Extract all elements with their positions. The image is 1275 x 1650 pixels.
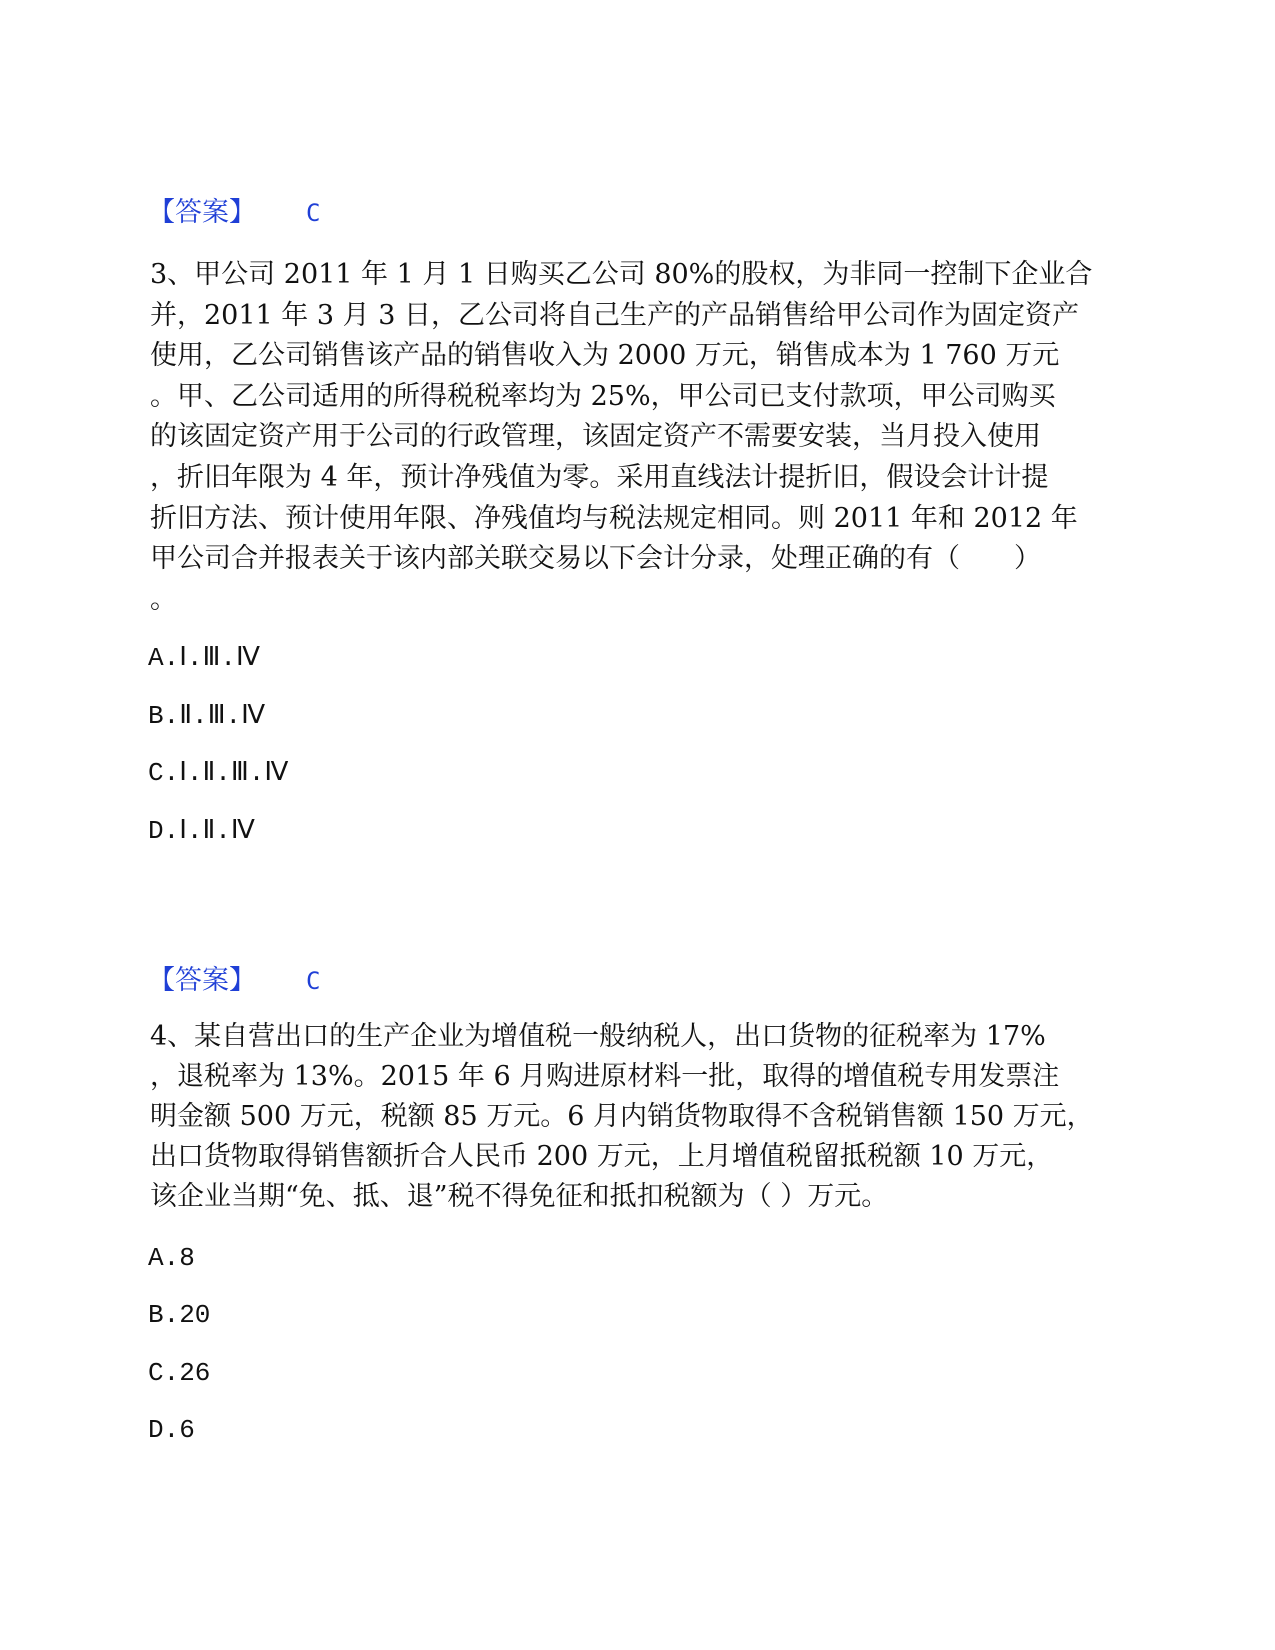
question-3-line: 折旧方法、预计使用年限、净残值均与税法规定相同。则 2011 年和 2012 年 (150, 502, 1078, 534)
answer-line-1 (148, 196, 320, 230)
question-3-line: ，折旧年限为 4 年，预计净残值为零。采用直线法计提折旧，假设会计计提 (150, 461, 1049, 493)
question-3-line: 使用，乙公司销售该产品的销售收入为 2000 万元，销售成本为 1 760 万元 (150, 340, 1060, 372)
question-4-line: 明金额 500 万元，税额 85 万元。6 月内销货物取得不含税销售额 150 万元， (150, 1101, 1094, 1132)
answer-line-2 (148, 964, 320, 998)
question-3-option-b: B.Ⅱ.Ⅲ.Ⅳ (148, 701, 266, 731)
question-4-line: ，退税率为 13%。2015 年 6 月购进原材料一批，取得的增值税专用发票注 (150, 1061, 1060, 1092)
answer-value: C (306, 967, 321, 995)
question-3-line: 。甲、乙公司适用的所得税税率均为 25%，甲公司已支付款项，甲公司购买 (150, 380, 1056, 412)
question-4-line: 该企业当期“免、抵、退”税不得免征和抵扣税额为（ ）万元。 (150, 1181, 889, 1212)
question-4-stem (150, 1017, 1125, 1217)
question-3-line: 3、甲公司 2011 年 1 月 1 日购买乙公司 80%的股权，为非同一控制下企业合 (150, 259, 1093, 290)
answer-label: 【答案】 (148, 965, 256, 996)
question-3-option-a: A.Ⅰ.Ⅲ.Ⅳ (148, 643, 260, 673)
question-3-stem (150, 255, 1125, 620)
question-4-line: 4、某自营出口的生产企业为增值税一般纳税人，出口货物的征税率为 17% (150, 1021, 1046, 1052)
question-4-option-b: B.20 (148, 1300, 211, 1330)
question-4-option-c: C.26 (148, 1358, 211, 1388)
question-4-line: 出口货物取得销售额折合人民币 200 万元，上月增值税留抵税额 10 万元， (150, 1141, 1054, 1172)
question-3-line: 甲公司合并报表关于该内部关联交易以下会计分录，处理正确的有（ ） (150, 543, 1041, 575)
question-3-line: 并，2011 年 3 月 3 日，乙公司将自己生产的产品销售给甲公司作为固定资产 (150, 299, 1079, 331)
answer-label: 【答案】 (148, 197, 256, 228)
question-3-option-d: D.Ⅰ.Ⅱ.Ⅳ (148, 816, 255, 846)
question-4-option-d: D.6 (148, 1415, 195, 1445)
question-3-option-c: C.Ⅰ.Ⅱ.Ⅲ.Ⅳ (148, 758, 289, 788)
question-4-option-a: A.8 (148, 1243, 195, 1273)
question-3-line: 的该固定资产用于公司的行政管理，该固定资产不需要安装，当月投入使用 (150, 421, 1041, 453)
question-3-line: 。 (150, 583, 177, 615)
answer-value: C (306, 199, 321, 227)
